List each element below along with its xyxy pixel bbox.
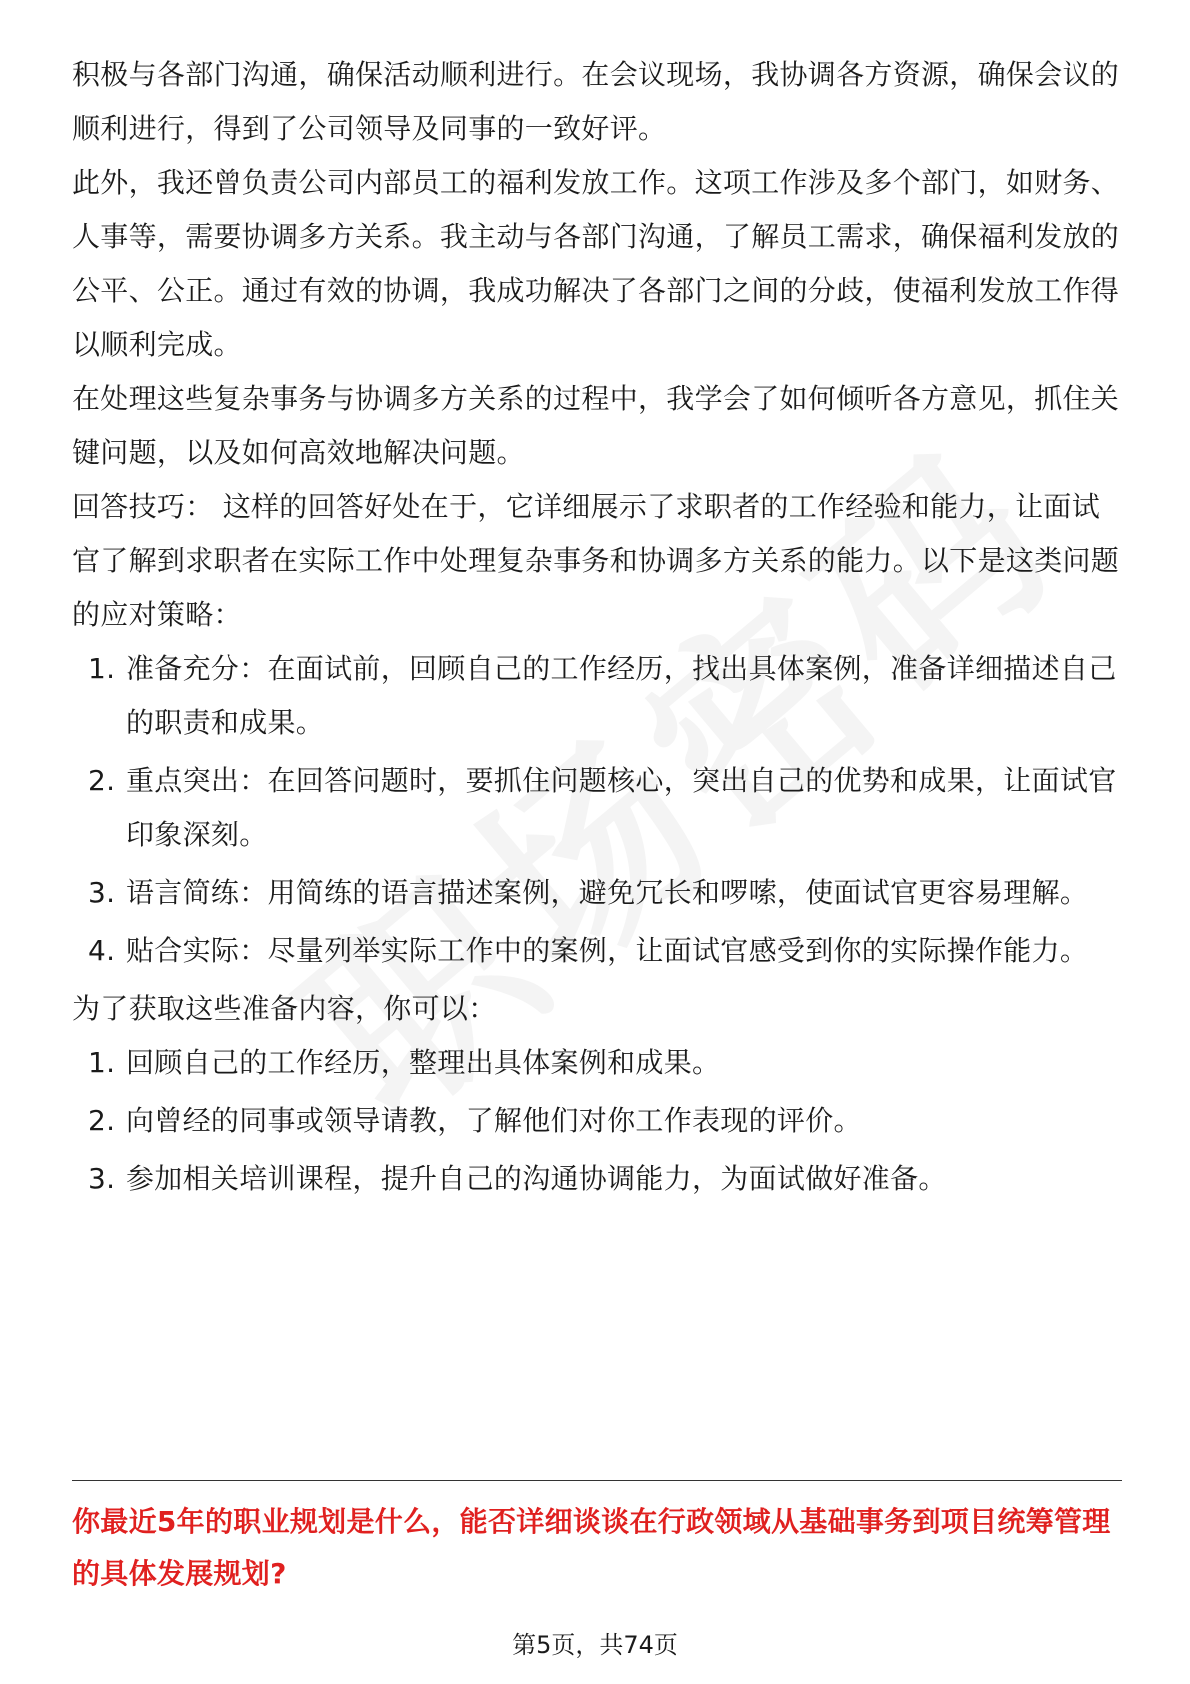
list-item bbox=[72, 1152, 1122, 1206]
paragraph-2: 此外，我还曾负责公司内部员工的福利发放工作。这项工作涉及多个部门，如财务、人事等，需要协调多方关系。我主动与各部门沟通，了解员工需求，确保福利发放的公平、公正。通过有效的协调，我成功解决了各部门之间的分歧，使福利发放工作得以顺利完成。 bbox=[72, 166, 1120, 361]
list-item-text: 贴合实际：尽量列举实际工作中的案例，让面试官感受到你的实际操作能力。 bbox=[126, 934, 1089, 967]
paragraph-answer-tips: 回答技巧： 这样的回答好处在于，它详细展示了求职者的工作经验和能力，让面试官了解到求职者在实际工作中处理复杂事务和协调多方关系的能力。以下是这类问题的应对策略： bbox=[72, 490, 1120, 631]
preparation-list bbox=[72, 1036, 1122, 1206]
list-item-number: 2. bbox=[88, 1104, 116, 1137]
page-number-footer: 第5页，共74页 bbox=[512, 1631, 678, 1659]
strategy-list bbox=[72, 642, 1122, 978]
list-item-text: 参加相关培训课程，提升自己的沟通协调能力，为面试做好准备。 bbox=[126, 1162, 947, 1195]
list-item-text: 重点突出：在回答问题时，要抓住问题核心，突出自己的优势和成果，让面试官印象深刻。 bbox=[126, 764, 1117, 851]
list-item bbox=[72, 1036, 1122, 1090]
list-item-text: 回顾自己的工作经历，整理出具体案例和成果。 bbox=[126, 1046, 721, 1079]
list-item-text: 准备充分：在面试前，回顾自己的工作经历，找出具体案例，准备详细描述自己的职责和成果。 bbox=[126, 652, 1117, 739]
next-question-heading: 你最近5年的职业规划是什么，能否详细谈谈在行政领域从基础事务到项目统筹管理的具体发展规划? bbox=[72, 1505, 1111, 1590]
page-content bbox=[72, 48, 1122, 1210]
list-item-number: 1. bbox=[88, 1046, 116, 1079]
list-item-number: 4. bbox=[88, 934, 116, 967]
list-item bbox=[72, 866, 1122, 920]
paragraph-preparation-intro: 为了获取这些准备内容，你可以： bbox=[72, 992, 497, 1025]
list-item bbox=[72, 1094, 1122, 1148]
list-item bbox=[72, 754, 1122, 862]
list-item-number: 3. bbox=[88, 876, 116, 909]
list-item bbox=[72, 642, 1122, 750]
paragraph-1: 积极与各部门沟通，确保活动顺利进行。在会议现场，我协调各方资源，确保会议的顺利进行，得到了公司领导及同事的一致好评。 bbox=[72, 58, 1120, 145]
list-item-text: 语言简练：用简练的语言描述案例，避免冗长和啰嗦，使面试官更容易理解。 bbox=[126, 876, 1089, 909]
list-item-number: 1. bbox=[88, 652, 116, 685]
list-item-number: 3. bbox=[88, 1162, 116, 1195]
list-item-number: 2. bbox=[88, 764, 116, 797]
paragraph-3: 在处理这些复杂事务与协调多方关系的过程中，我学会了如何倾听各方意见，抓住关键问题，以及如何高效地解决问题。 bbox=[72, 382, 1120, 469]
list-item bbox=[72, 924, 1122, 978]
section-divider bbox=[72, 1480, 1122, 1481]
list-item-text: 向曾经的同事或领导请教，了解他们对你工作表现的评价。 bbox=[126, 1104, 862, 1137]
